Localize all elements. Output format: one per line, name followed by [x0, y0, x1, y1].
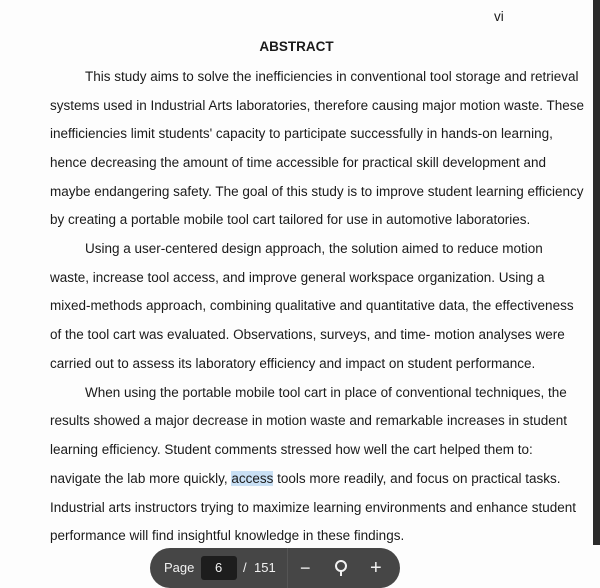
- text-line: of the tool cart was evaluated. Observations, surveys, and time- motion analyses were: [50, 327, 565, 342]
- text-line: waste, increase tool access, and improve general workspace organization. Using a: [50, 270, 545, 285]
- text-line: performance will find insightful knowledge in these findings.: [50, 528, 405, 543]
- plus-icon[interactable]: +: [370, 557, 382, 579]
- page-label: Page: [164, 560, 195, 575]
- text-line: results showed a major decrease in motion waste and remarkable increases in student: [50, 413, 568, 428]
- search-highlight[interactable]: access: [231, 471, 274, 486]
- minus-icon[interactable]: −: [300, 558, 311, 578]
- text-line: carried out to assess its laboratory efficiency and impact on student performance.: [50, 356, 536, 371]
- total-pages: 151: [254, 560, 276, 575]
- pdf-toolbar: [150, 548, 400, 588]
- text-after-highlight: tools more readily, and focus on practical tasks.: [273, 471, 561, 486]
- text-line: This study aims to solve the inefficiencies in conventional tool storage and retrieval: [85, 69, 579, 84]
- current-page[interactable]: 6: [215, 560, 223, 575]
- page-number-label: vi: [494, 9, 504, 24]
- text-before-highlight: navigate the lab more quickly,: [50, 471, 232, 486]
- text-line: learning efficiency. Student comments stressed how well the cart helped them to:: [50, 442, 533, 457]
- text-line: mixed-methods approach, combining qualitative and quantitative data, the effectiveness: [50, 298, 574, 313]
- text-line: inefficiencies limit students' capacity to participate successfully in hands-on learning,: [50, 126, 553, 141]
- scrollbar[interactable]: [593, 0, 600, 545]
- text-line: by creating a portable mobile tool cart tailored for use in automotive laboratories.: [50, 212, 531, 227]
- magnifier-icon[interactable]: [333, 559, 349, 581]
- text-line: maybe endangering safety. The goal of this study is to improve student learning efficiency: [50, 184, 584, 199]
- text-line: Using a user-centered design approach, the solution aimed to reduce motion: [85, 241, 543, 256]
- toolbar-divider: [287, 548, 288, 588]
- text-line: hence decreasing the amount of time accessible for practical skill development and: [50, 155, 547, 170]
- page-separator: /: [243, 560, 247, 575]
- text-line: Industrial arts instructors trying to maximize learning environments and enhance student: [50, 500, 577, 515]
- text-line: When using the portable mobile tool cart in place of conventional techniques, the: [85, 385, 567, 400]
- text-line: systems used in Industrial Arts laboratories, therefore causing major motion waste. These: [50, 98, 585, 113]
- abstract-heading: ABSTRACT: [259, 39, 334, 54]
- text-line-highlighted: [50, 470, 561, 488]
